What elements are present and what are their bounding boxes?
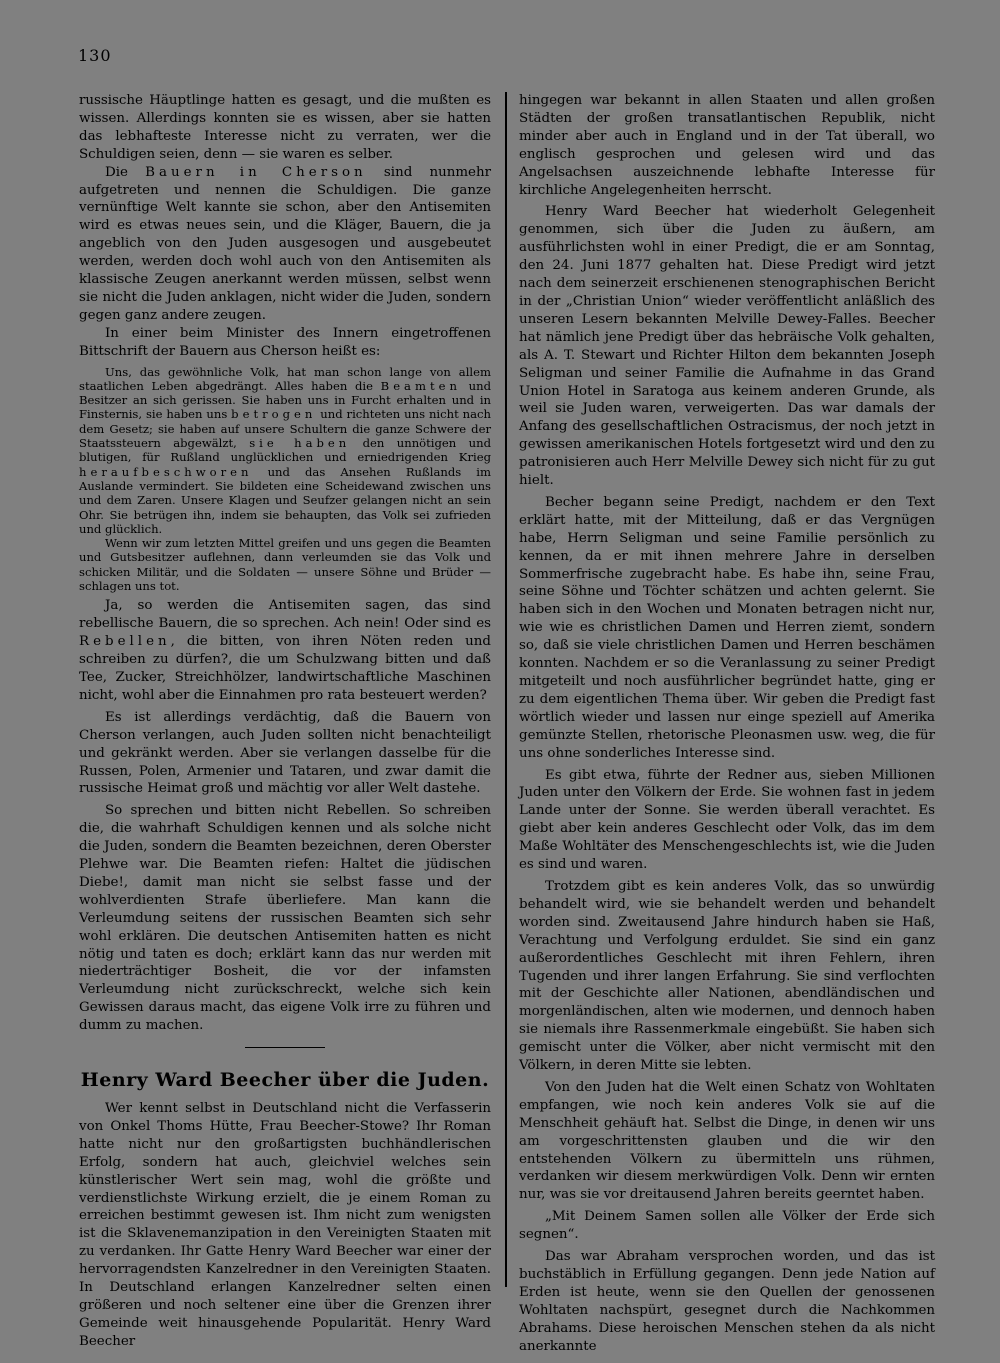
paragraph: Es ist allerdings verdächtig, daß die Bauern von Cherson verlangen, auch Juden sollten nicht benachteiligt und gekränkt werden. Aber sie verlangen dasselbe für die Russen, Polen, Armenier und Tataren, und zwar damit die russische Heimat groß und mächtig vor aller Welt dastehe. bbox=[79, 709, 491, 797]
section-divider bbox=[245, 1047, 325, 1048]
article-heading: Henry Ward Beecher über die Juden. bbox=[80, 1069, 490, 1092]
quote-paragraph: Wenn wir zum letzten Mittel greifen und uns gegen die Beamten und Gutsbesitzer auflehnen, dann verleumden sie das Volk und schicken Militär, und die Soldaten — unsere Söhne und Brüder — schlagen uns tot. bbox=[79, 536, 491, 594]
column-rule bbox=[505, 92, 507, 1287]
paragraph: Becher begann seine Predigt, nachdem er den Text erklärt hatte, mit der Mitteilung, daß er das Vergnügen habe, Herrn Seligman und seine Familie persönlich zu kennen, da er mit ihnen mehrere Jahre in derselben Sommerfrische zugebracht habe. Es habe ihn, seine Frau, seine Söhne und Töchter schätzen und achten gelernt. Sie haben sich in den Wochen und Monaten betragen nicht nur, wie wie es christlichen Damen und Herren ziemt, sondern so, daß sie viele christlichen Damen und Herren beschämen konnten. Nachdem er so die Veranlassung zu seiner Predigt mitgeteilt und noch ausführlicher begründet hatte, ging er zu dem eigentlichen Thema über. Wir geben die Predigt fast wörtlich wieder und lassen nur einge speziell auf Amerika gemünzte Stellen, rhetorische Pleonasmen usw. weg, die für uns ohne sonderliches Interesse sind. bbox=[519, 494, 935, 761]
paragraph: So sprechen und bitten nicht Rebellen. So schreiben die, die wahrhaft Schuldigen kennen und als solche nicht die Juden, sondern die Beamten bezeichnen, deren Oberster Plehwe war. Die Beamten riefen: Haltet die jüdischen Diebe!, damit man nicht sie selbst fasse und der wohlverdienten Strafe überliefere. Man kann die Verleumdung seitens der russischen Beamten sich sehr wohl erklären. Die deutschen Antisemiten hatten es nicht nötig und taten es doch; erklärt kann das nur werden mit niederträchtiger Bosheit, die vor der infamsten Verleumdung nicht zurückschreckt, welche sich kein Gewissen daraus macht, das eigene Volk irre zu führen und dumm zu machen. bbox=[79, 803, 491, 1034]
paragraph: In einer beim Minister des Innern eingetroffenen Bittschrift der Bauern aus Cherson heißt es: bbox=[79, 325, 491, 359]
paragraph: Das war Abraham versprochen worden, und das ist buchstäblich in Erfüllung gegangen. Denn jede Nation auf Erden ist heute, wenn sie den Quellen der genossenen Wohltaten nachspürt, gesegnet durch die Nachkommen Abrahams. Diese heroischen Menschen stehen da als nicht anerkannte bbox=[519, 1249, 935, 1354]
paragraph: russische Häuptlinge hatten es gesagt, und die mußten es wissen. Allerdings konnten sie es wissen, aber sie hatten das lebhafteste Interesse nicht zu verraten, wer die Schuldigen seien, denn — sie waren es selber. bbox=[79, 93, 491, 162]
paragraph: Es gibt etwa, führte der Redner aus, sieben Millionen Juden unter den Völkern der Erde. Sie wohnen fast in jedem Lande unter der Sonne. Sie werden überall verachtet. Es giebt aber kein anderes Geschlecht oder Volk, das im dem Maße Wohltäter des Menschengeschlechts ist, wie die Juden es sind und waren. bbox=[519, 767, 935, 873]
quote-paragraph: Uns, das gewöhnliche Volk, hat man schon lange von allem staatlichen Leben abgedrängt. Alles haben die Beamten und Besitzer an sich gerissen. Sie haben uns in Furcht erhalten und in Finsternis, sie haben uns betrogen und richteten uns nicht nach dem Gesetz; sie haben auf unsere Schultern die ganze Schwere der Staatssteuern abgewälzt, sie haben den unnötigen und blutigen, für Rußland unglücklichen und erniedrigenden Krieg heraufbeschworen und das Ansehen Rußlands im Auslande vermindert. Sie bildeten eine Scheidewand zwischen uns und dem Zaren. Unsere Klagen und Seufzer gelangen nicht an sein Ohr. Sie betrügen ihn, indem sie behaupten, das Volk sei zufrieden und glücklich. bbox=[79, 364, 491, 536]
paragraph: Von den Juden hat die Welt einen Schatz von Wohltaten empfangen, wie noch kein anderes Volk sie auf die Menschheit gehäuft hat. Selbst die Dinge, in denen wir uns am vorgeschrittensten glauben und die wir den entstehenden Völkern zu übermitteln uns rühmen, verdanken wir diesem merkwürdigen Volk. Denn wir ernten nur, was sie vor dreitausend Jahren bereits geerntet haben. bbox=[519, 1079, 935, 1203]
paragraph: „Mit Deinem Samen sollen alle Völker der Erde sich segnen“. bbox=[519, 1209, 935, 1243]
paragraph: Henry Ward Beecher hat wiederholt Gelegenheit genommen, sich über die Juden zu äußern, am ausführlichsten wohl in einer Predigt, die er am Sonntag, den 24. Juni 1877 gehalten hat. Diese Predigt wird jetzt nach dem seinerzeit erschienenen stenographischen Bericht in der „Christian Union“ wieder veröffentlicht anläßlich des unseren Lesern bekannten Melville Dewey-Falles. Beecher hat nämlich jene Predigt über das hebräische Volk gehalten, als A. T. Stewart und Richter Hilton dem bekannten Joseph Seligman und seiner Familie die Aufnahme in das Grand Union Hotel in Saratoga aus keinem anderen Grunde, als weil sie Juden waren, verweigerten. Das war damals der Anfang des gesellschaftlichen Ostracismus, der noch jetzt in gewissen amerikanischen Hotels fortgesetzt wird und den zu patronisieren auch Herr Melville Dewey sich nicht für zu gut hielt. bbox=[519, 204, 935, 489]
paragraph: hingegen war bekannt in allen Staaten und allen großen Städten der großen transatlantischen Republik, nicht minder aber auch in England und in der Tat überall, wo englisch gesprochen und gelesen wird und das Angelsachsen auszeichnende lebhafte Interesse für kirchliche Angelegenheiten herrscht. bbox=[519, 93, 935, 198]
left-column bbox=[79, 92, 491, 1351]
right-column bbox=[519, 92, 935, 1356]
paragraph: Wer kennt selbst in Deutschland nicht die Verfasserin von Onkel Thoms Hütte, Frau Beecher-Stowe? Ihr Roman hatte nicht nur den großartigsten buchhändlerischen Erfolg, sondern hat auch, gleichviel welches sein künstlerischer Wert sein mag, wohl die größte und verdienstlichste Wirkung erzielt, die je einem Roman zu erreichen bestimmt gewesen ist. Ihm nicht zum wenigsten ist die Sklavenemanzipation in den Vereinigten Staaten mit zu verdanken. Ihr Gatte Henry Ward Beecher war einer der hervorragendsten Kanzelredner in den Vereinigten Staaten. In Deutschland erlangen Kanzelredner selten einen größeren und noch seltener eine über die Grenzen ihrer Gemeinde weit hinausgehende Popularität. Henry Ward Beecher bbox=[79, 1101, 491, 1349]
page-number: 130 bbox=[78, 46, 112, 65]
paragraph: Die Bauern in Cherson sind nunmehr aufgetreten und nennen die Schuldigen. Die ganze vernünftige Welt kannte sie schon, aber den Antisemiten wird es etwas neues sein, und die Kläger, Bauern, die ja angeblich von den Juden ausgesogen und ausgebeutet werden, werden doch wohl auch von den Antisemiten als klassische Zeugen anerkannt werden müssen, selbst wenn sie nicht die Juden anklagen, nicht wider die Juden, sondern gegen ganz andere zeugen. bbox=[79, 164, 492, 323]
paragraph: Ja, so werden die Antisemiten sagen, das sind rebellische Bauern, die so sprechen. Ach nein! Oder sind es Rebellen, die bitten, von ihren Nöten reden und schreiben zu dürfen?, die um Schulzwang bitten und daß Tee, Zucker, Streichhölzer, landwirtschaftliche Maschinen nicht, wohl aber die Einnahmen pro rata besteuert werden? bbox=[79, 598, 491, 703]
paragraph: Trotzdem gibt es kein anderes Volk, das so unwürdig behandelt wird, wie sie behandelt werden und behandelt worden sind. Zweitausend Jahre hindurch haben sie Haß, Verachtung und Verfolgung erduldet. Sie sind ein ganz außerordentliches Geschlecht mit ihren Fehlern, ihren Tugenden und ihrer langen Erfahrung. Sie sind verflochten mit der Geschichte aller Nationen, abendländischen und morgenländischen, alten wie modernen, und dennoch haben sie niemals ihre Rassenmerkmale eingebüßt. Sie haben sich gemischt unter die Völker, aber nicht vermischt mit den Völkern, in deren Mitte sie lebten. bbox=[519, 878, 935, 1074]
